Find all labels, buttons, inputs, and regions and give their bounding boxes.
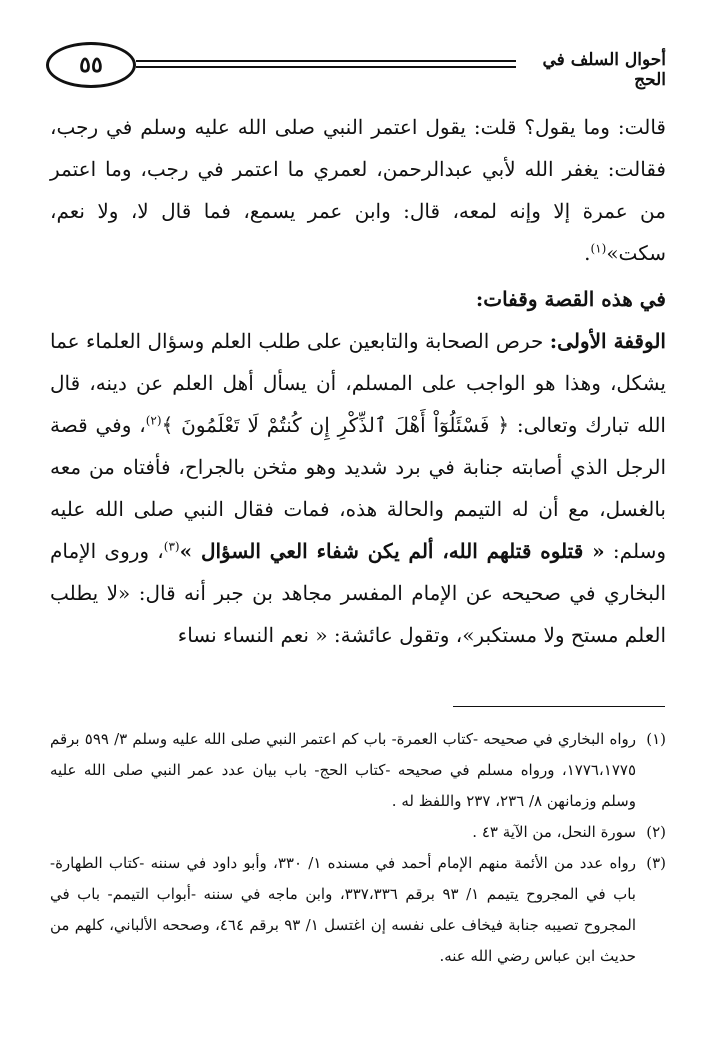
footnote-text: رواه عدد من الأئمة منهم الإمام أحمد في مسنده ١/ ٣٣٠، وأبو داود في سننه -كتاب الطهارة- باب في المجروح يتيمم ١/ ٩٣ برقم ٣٣٧،٣٣٦، وابن ماجه في سننه -أبواب التيمم- باب في المجروح تصيبه جنابة فيخاف على نفسه إن اغتسل ١/ ٩٣ برقم ٤٦٤، وصححه الألباني، كلهم من حديث ابن عباس رضي الله عنه. xyxy=(50,854,637,965)
footnote-3 xyxy=(50,848,666,972)
section-heading: في هذه القصة وقفات: xyxy=(475,287,666,311)
paragraph-1-text: قالت: وما يقول؟ قلت: يقول اعتمر النبي صلى الله عليه وسلم في رجب، فقالت: يغفر الله لأبي عبدالرحمن، لعمري ما اعتمر في رجب، وما اعتمر من عمرة إلا وإنه لمعه، قال: وابن عمر يسمع، فما قال لا، ولا نعم، سكت» xyxy=(50,115,666,265)
footnote-number: (٢) xyxy=(646,823,666,841)
footnote-text: رواه البخاري في صحيحه -كتاب العمرة- باب كم اعتمر النبي صلى الله عليه وسلم ٣/ ٥٩٩ برقم ١٧٧٦،١٧٧٥، ورواه مسلم في صحيحه -كتاب الحج- باب بيان عدد عمر النبي صلى الله عليه وسلم وزمانهن ٨/ ٢٣٦، ٢٣٧ واللفظ له . xyxy=(50,730,636,810)
running-title: أحوال السلف في الحج xyxy=(542,50,666,90)
footnote-1 xyxy=(50,724,666,817)
paragraph-2 xyxy=(50,320,666,656)
footnote-number: (٣) xyxy=(646,854,666,872)
stop1-label: الوقفة الأولى: xyxy=(549,329,666,353)
footnotes xyxy=(50,724,666,972)
footnote-2 xyxy=(50,817,666,848)
footnote-number: (١) xyxy=(646,730,666,748)
footnote-ref-3: (٣) xyxy=(163,539,180,554)
paragraph-1: قالت: وما يقول؟ قلت: يقول اعتمر النبي صلى الله عليه وسلم في رجب، فقالت: يغفر الله لأبي عبدالرحمن، لعمري ما اعتمر في رجب، وما اعتمر من عمرة إلا وإنه لمعه، قال: وابن عمر يسمع، فما قال لا، ولا نعم، سكت»$^{(١)}$. xyxy=(50,115,666,265)
footnote-ref-2: (٢) xyxy=(145,413,162,428)
footnote-separator xyxy=(453,706,665,707)
hadith-quote: « قتلوه قتلهم الله، ألم يكن شفاء العي السؤال » xyxy=(179,539,605,563)
stop1-text-c: ، وروى الإمام البخاري في صحيحه عن الإمام المفسر مجاهد بن جبر أنه قال: «لا يطلب العلم مستح ولا مستكبر»، وتقول عائشة: « نعم النساء نساء xyxy=(50,539,666,647)
stop1-text-b: ، وفي قصة الرجل الذي أصابته جنابة في برد شديد وهو مثخن بالجراح، فأفتاه من معه بالغسل، مع أن له التيمم والحالة هذه، فمات فقال النبي صلى الله عليه وسلم: xyxy=(50,413,667,563)
header-rule xyxy=(136,60,516,68)
footnote-ref-1: (١) xyxy=(590,241,607,256)
page-number: ٥٥ xyxy=(46,42,136,88)
main-text xyxy=(50,106,666,656)
stop1-text-a: حرص الصحابة والتابعين على طلب العلم وسؤال العلماء عما يشكل، وهذا هو الواجب على المسلم، أن يسأل أهل العلم عن دينه، قال الله تبارك وتعالى: ﴿ فَسْئَلُوٓاْ أَهْلَ ٱلذِّكْرِ إِن كُنتُمْ لَا تَعْلَمُونَ ﴾ xyxy=(50,329,666,437)
footnote-text: سورة النحل، من الآية ٤٣ . xyxy=(472,823,636,841)
page-header xyxy=(46,36,666,96)
